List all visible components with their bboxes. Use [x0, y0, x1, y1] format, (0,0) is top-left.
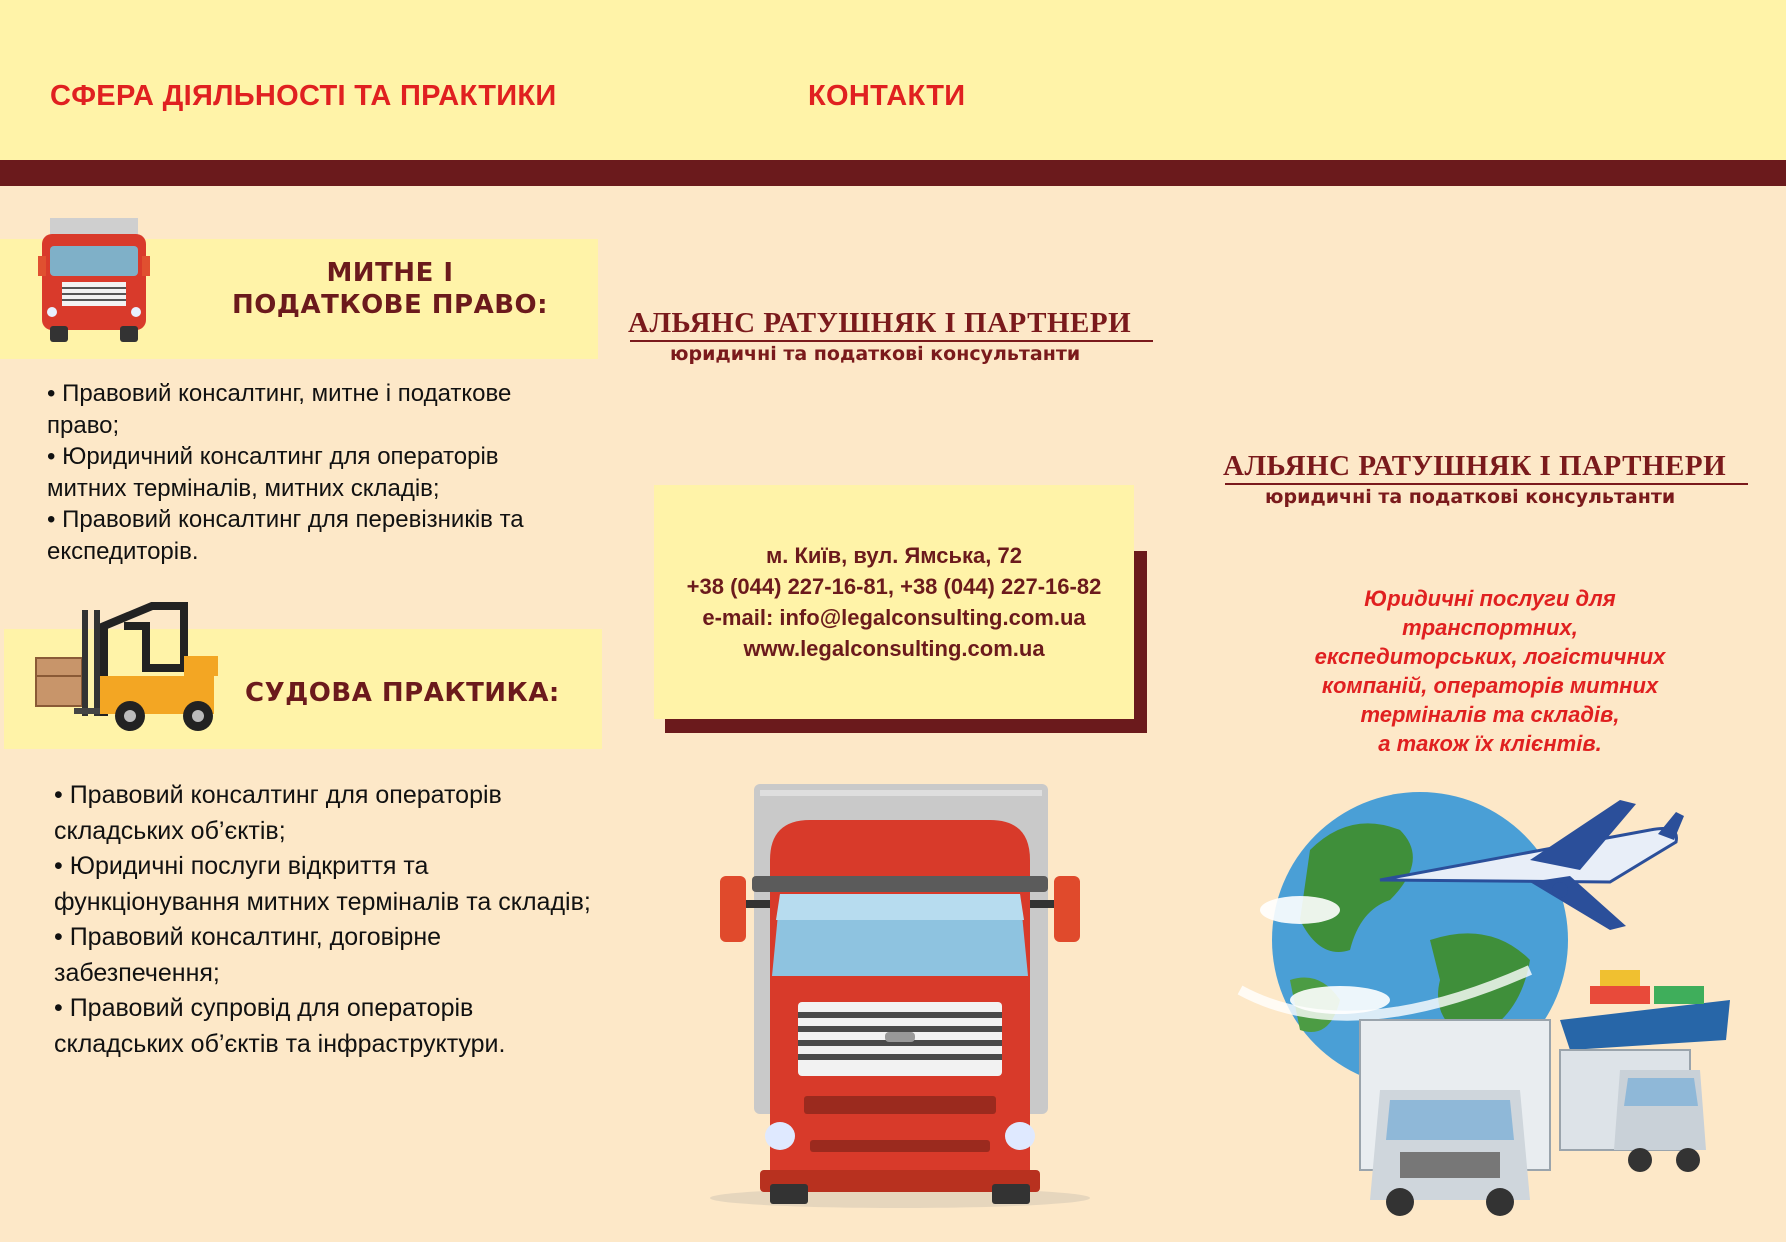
globe-transport-image — [1230, 790, 1750, 1220]
tagline-line: транспортних, — [1402, 615, 1578, 640]
company-logo-name: АЛЬЯНС РАТУШНЯК І ПАРТНЕРИ — [628, 307, 1132, 339]
heading-practice-areas: СФЕРА ДІЯЛЬНОСТІ ТА ПРАКТИКИ — [50, 80, 557, 112]
logo-divider-right — [1225, 483, 1748, 485]
customs-title-line2: ПОДАТКОВЕ ПРАВО: — [231, 290, 549, 320]
list-item: • Юридичний консалтинг для операторів митних терміналів, митних складів; — [47, 443, 499, 502]
list-item: • Правовий консалтинг для перевізників та експедиторів. — [47, 506, 524, 565]
list-item: • Правовий супровід для операторів складських об’єктів та інфраструктури. — [54, 994, 506, 1058]
red-truck-front-image — [700, 780, 1100, 1210]
forklift-icon — [34, 596, 244, 732]
red-truck-icon — [36, 216, 152, 344]
logo-divider — [630, 340, 1153, 342]
tagline-line: експедиторських, логістичних — [1314, 644, 1666, 669]
customs-list — [47, 378, 577, 567]
company-logo-name-right: АЛЬЯНС РАТУШНЯК І ПАРТНЕРИ — [1223, 450, 1727, 482]
services-tagline — [1260, 584, 1720, 758]
contact-details — [654, 540, 1134, 664]
contact-email[interactable]: e-mail: info@legalconsulting.com.ua — [702, 605, 1086, 630]
tagline-line: а також їх клієнтів. — [1378, 731, 1602, 756]
list-item: • Юридичні послуги відкриття та функціонування митних терміналів та складів; — [54, 852, 591, 916]
heading-contacts: КОНТАКТИ — [808, 80, 966, 112]
court-title: СУДОВА ПРАКТИКА: — [245, 678, 560, 708]
list-item: • Правовий консалтинг, договірне забезпечення; — [54, 923, 442, 987]
court-list — [54, 778, 594, 1062]
company-logo-subtitle-right: юридичні та податкові консультанти — [1265, 486, 1676, 508]
customs-title — [180, 257, 600, 321]
company-logo-subtitle: юридичні та податкові консультанти — [670, 343, 1081, 365]
customs-title-line1: МИТНЕ І — [326, 258, 454, 288]
tagline-line: Юридичні послуги для — [1364, 586, 1616, 611]
header-stripe — [0, 160, 1786, 186]
contact-address: м. Київ, вул. Ямська, 72 — [765, 543, 1022, 568]
contact-website[interactable]: www.legalconsulting.com.ua — [743, 636, 1045, 661]
tagline-line: терміналів та складів, — [1360, 702, 1620, 727]
contact-phones: +38 (044) 227-16-81, +38 (044) 227-16-82 — [686, 574, 1102, 599]
tagline-line: компаній, операторів митних — [1321, 673, 1659, 698]
list-item: • Правовий консалтинг для операторів складських об’єктів; — [54, 781, 502, 845]
list-item: • Правовий консалтинг, митне і податкове право; — [47, 380, 512, 439]
